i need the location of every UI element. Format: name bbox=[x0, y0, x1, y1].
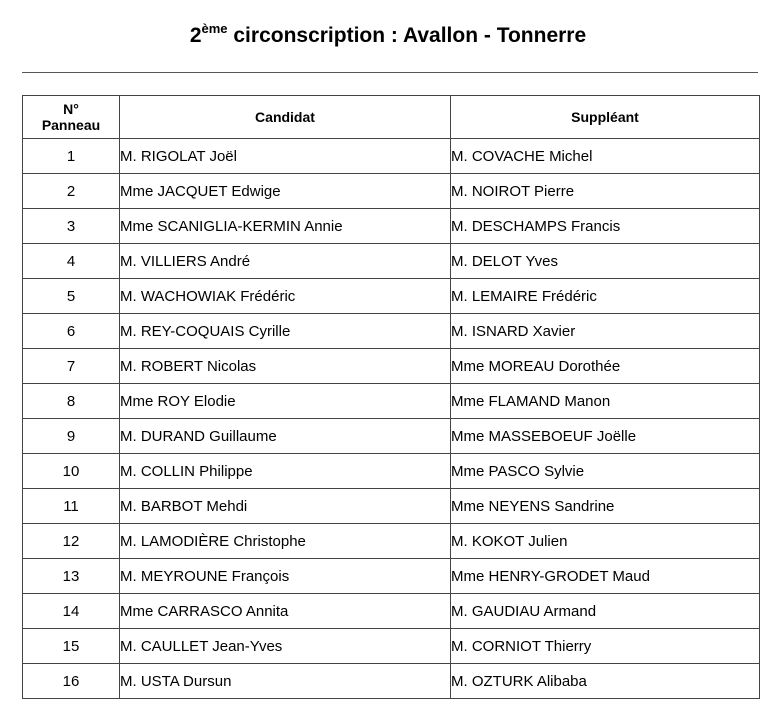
panneau-number-cell: 8 bbox=[23, 384, 120, 419]
table-header-row bbox=[23, 96, 760, 139]
candidat-cell: Mme CARRASCO Annita bbox=[120, 594, 451, 629]
suppleant-cell: M. CORNIOT Thierry bbox=[451, 629, 760, 664]
suppleant-cell: M. KOKOT Julien bbox=[451, 524, 760, 559]
table-row bbox=[23, 349, 760, 384]
suppleant-cell: Mme HENRY-GRODET Maud bbox=[451, 559, 760, 594]
candidat-cell: M. LAMODIÈRE Christophe bbox=[120, 524, 451, 559]
table-row bbox=[23, 594, 760, 629]
title-ordinal: 2 bbox=[189, 24, 202, 47]
header-numero-line1: N° bbox=[63, 101, 79, 117]
suppleant-cell: M. COVACHE Michel bbox=[451, 139, 760, 174]
candidat-cell: M. CAULLET Jean-Yves bbox=[120, 629, 451, 664]
candidat-cell: M. WACHOWIAK Frédéric bbox=[120, 279, 451, 314]
table-row bbox=[23, 139, 760, 174]
candidat-cell: M. BARBOT Mehdi bbox=[120, 489, 451, 524]
panneau-number-cell: 10 bbox=[23, 454, 120, 489]
table-row bbox=[23, 174, 760, 209]
panneau-number-cell: 12 bbox=[23, 524, 120, 559]
panneau-number-cell: 6 bbox=[23, 314, 120, 349]
page-title bbox=[0, 22, 776, 50]
header-numero-line2: Panneau bbox=[41, 117, 101, 133]
suppleant-cell: M. ISNARD Xavier bbox=[451, 314, 760, 349]
candidat-cell: M. RIGOLAT Joël bbox=[120, 139, 451, 174]
table-body bbox=[23, 139, 760, 699]
suppleant-cell: Mme PASCO Sylvie bbox=[451, 454, 760, 489]
table-row bbox=[23, 244, 760, 279]
header-suppleant: Suppléant bbox=[451, 96, 760, 139]
candidat-cell: Mme ROY Elodie bbox=[120, 384, 451, 419]
candidat-cell: M. COLLIN Philippe bbox=[120, 454, 451, 489]
suppleant-cell: M. DELOT Yves bbox=[451, 244, 760, 279]
candidat-cell: M. MEYROUNE François bbox=[120, 559, 451, 594]
candidat-cell: Mme SCANIGLIA-KERMIN Annie bbox=[120, 209, 451, 244]
candidat-cell: M. DURAND Guillaume bbox=[120, 419, 451, 454]
candidat-cell: M. ROBERT Nicolas bbox=[120, 349, 451, 384]
table-row bbox=[23, 664, 760, 699]
table-row bbox=[23, 384, 760, 419]
table-row bbox=[23, 489, 760, 524]
table-row bbox=[23, 419, 760, 454]
candidat-cell: M. USTA Dursun bbox=[120, 664, 451, 699]
table-row bbox=[23, 559, 760, 594]
panneau-number-cell: 14 bbox=[23, 594, 120, 629]
candidat-cell: Mme JACQUET Edwige bbox=[120, 174, 451, 209]
table-row bbox=[23, 314, 760, 349]
suppleant-cell: M. GAUDIAU Armand bbox=[451, 594, 760, 629]
suppleant-cell: M. NOIROT Pierre bbox=[451, 174, 760, 209]
title-ordinal-suffix: ème bbox=[201, 21, 228, 36]
panneau-number-cell: 3 bbox=[23, 209, 120, 244]
panneau-number-cell: 5 bbox=[23, 279, 120, 314]
title-divider bbox=[22, 72, 758, 73]
candidat-cell: M. REY-COQUAIS Cyrille bbox=[120, 314, 451, 349]
header-candidat: Candidat bbox=[120, 96, 451, 139]
panneau-number-cell: 1 bbox=[23, 139, 120, 174]
panneau-number-cell: 9 bbox=[23, 419, 120, 454]
table-row bbox=[23, 209, 760, 244]
panneau-number-cell: 11 bbox=[23, 489, 120, 524]
candidat-cell: M. VILLIERS André bbox=[120, 244, 451, 279]
candidates-table bbox=[22, 95, 760, 699]
panneau-number-cell: 16 bbox=[23, 664, 120, 699]
table-row bbox=[23, 279, 760, 314]
panneau-number-cell: 7 bbox=[23, 349, 120, 384]
suppleant-cell: M. DESCHAMPS Francis bbox=[451, 209, 760, 244]
table-row bbox=[23, 524, 760, 559]
suppleant-cell: Mme MOREAU Dorothée bbox=[451, 349, 760, 384]
suppleant-cell: M. OZTURK Alibaba bbox=[451, 664, 760, 699]
table-row bbox=[23, 454, 760, 489]
panneau-number-cell: 13 bbox=[23, 559, 120, 594]
suppleant-cell: Mme MASSEBOEUF Joëlle bbox=[451, 419, 760, 454]
panneau-number-cell: 4 bbox=[23, 244, 120, 279]
table-row bbox=[23, 629, 760, 664]
panneau-number-cell: 2 bbox=[23, 174, 120, 209]
suppleant-cell: Mme NEYENS Sandrine bbox=[451, 489, 760, 524]
header-numero-panneau bbox=[23, 96, 120, 139]
suppleant-cell: M. LEMAIRE Frédéric bbox=[451, 279, 760, 314]
panneau-number-cell: 15 bbox=[23, 629, 120, 664]
title-text: circonscription : Avallon - Tonnerre bbox=[227, 24, 587, 47]
suppleant-cell: Mme FLAMAND Manon bbox=[451, 384, 760, 419]
